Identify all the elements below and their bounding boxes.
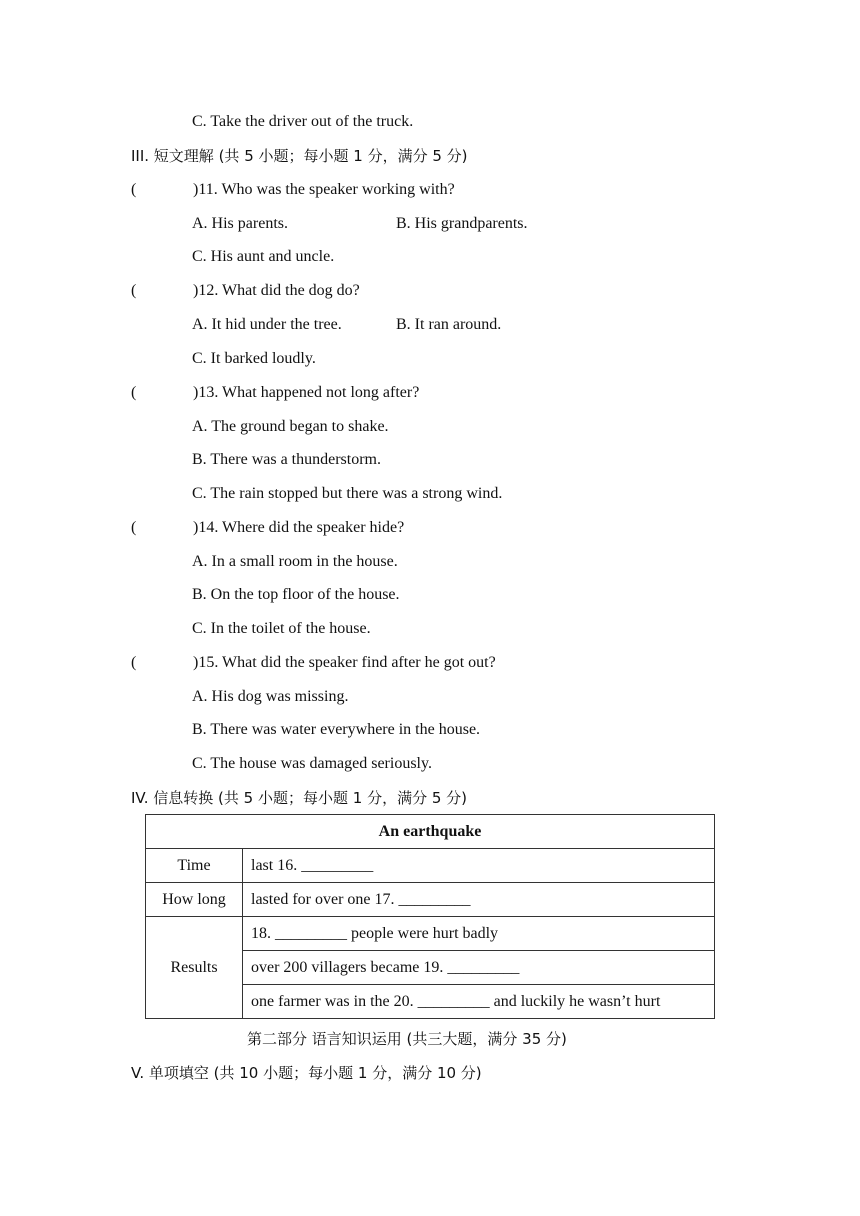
option-q13-b: B. There was a thunderstorm. xyxy=(192,451,381,468)
option-q12-c: C. It barked loudly. xyxy=(192,350,316,367)
question-11 xyxy=(131,180,455,200)
option-q11-a: A. His parents. xyxy=(192,215,288,232)
table-value-result: over 200 villagers became 19. _________ xyxy=(243,951,715,985)
section-5-heading: V. 单项填空 (共 10 小题；每小题 1 分，满分 10 分) xyxy=(131,1064,482,1082)
table-label-how-long: How long xyxy=(146,883,243,917)
option-q14-a: A. In a small room in the house. xyxy=(192,553,398,570)
information-table xyxy=(145,814,715,1019)
option-q11-b: B. His grandparents. xyxy=(396,215,528,232)
option-q13-c: C. The rain stopped but there was a strong wind. xyxy=(192,485,503,502)
table-label-time: Time xyxy=(146,849,243,883)
option-q15-b: B. There was water everywhere in the house. xyxy=(192,721,481,738)
part-2-heading: 第二部分 语言知识运用 (共三大题，满分 35 分) xyxy=(247,1030,567,1048)
answer-paren: ( xyxy=(131,654,137,671)
table-row xyxy=(146,883,715,917)
question-15 xyxy=(131,653,496,673)
question-13 xyxy=(131,383,419,403)
section-3-heading: III. 短文理解 (共 5 小题；每小题 1 分，满分 5 分) xyxy=(131,147,468,165)
option-q11-c: C. His aunt and uncle. xyxy=(192,248,335,265)
option-q15-c: C. The house was damaged seriously. xyxy=(192,755,432,772)
question-12 xyxy=(131,281,360,301)
table-label-results: Results xyxy=(146,917,243,1019)
option-q15-a: A. His dog was missing. xyxy=(192,688,349,705)
answer-paren: ( xyxy=(131,384,137,401)
question-14 xyxy=(131,518,404,538)
question-14-text: )14. Where did the speaker hide? xyxy=(193,519,405,536)
option-q13-a: A. The ground began to shake. xyxy=(192,418,389,435)
answer-paren: ( xyxy=(131,519,137,536)
table-value-result: one farmer was in the 20. _________ and luckily he wasn’t hurt xyxy=(243,985,715,1019)
option-q12-b: B. It ran around. xyxy=(396,316,502,333)
option-q12-a: A. It hid under the tree. xyxy=(192,316,342,333)
table-row xyxy=(146,849,715,883)
table-row xyxy=(146,815,715,849)
option-q10-c: C. Take the driver out of the truck. xyxy=(192,113,414,130)
question-12-text: )12. What did the dog do? xyxy=(193,282,360,299)
question-11-text: )11. Who was the speaker working with? xyxy=(193,181,455,198)
table-value-how-long: lasted for over one 17. _________ xyxy=(243,883,715,917)
answer-paren: ( xyxy=(131,181,137,198)
option-q14-c: C. In the toilet of the house. xyxy=(192,620,371,637)
section-4-heading: IV. 信息转换 (共 5 小题；每小题 1 分，满分 5 分) xyxy=(131,789,468,807)
question-13-text: )13. What happened not long after? xyxy=(193,384,420,401)
table-value-result: 18. _________ people were hurt badly xyxy=(243,917,715,951)
answer-paren: ( xyxy=(131,282,137,299)
table-title: An earthquake xyxy=(146,815,715,849)
option-q14-b: B. On the top floor of the house. xyxy=(192,586,400,603)
table-value-time: last 16. _________ xyxy=(243,849,715,883)
question-15-text: )15. What did the speaker find after he got out? xyxy=(193,654,496,671)
table-row xyxy=(146,917,715,951)
